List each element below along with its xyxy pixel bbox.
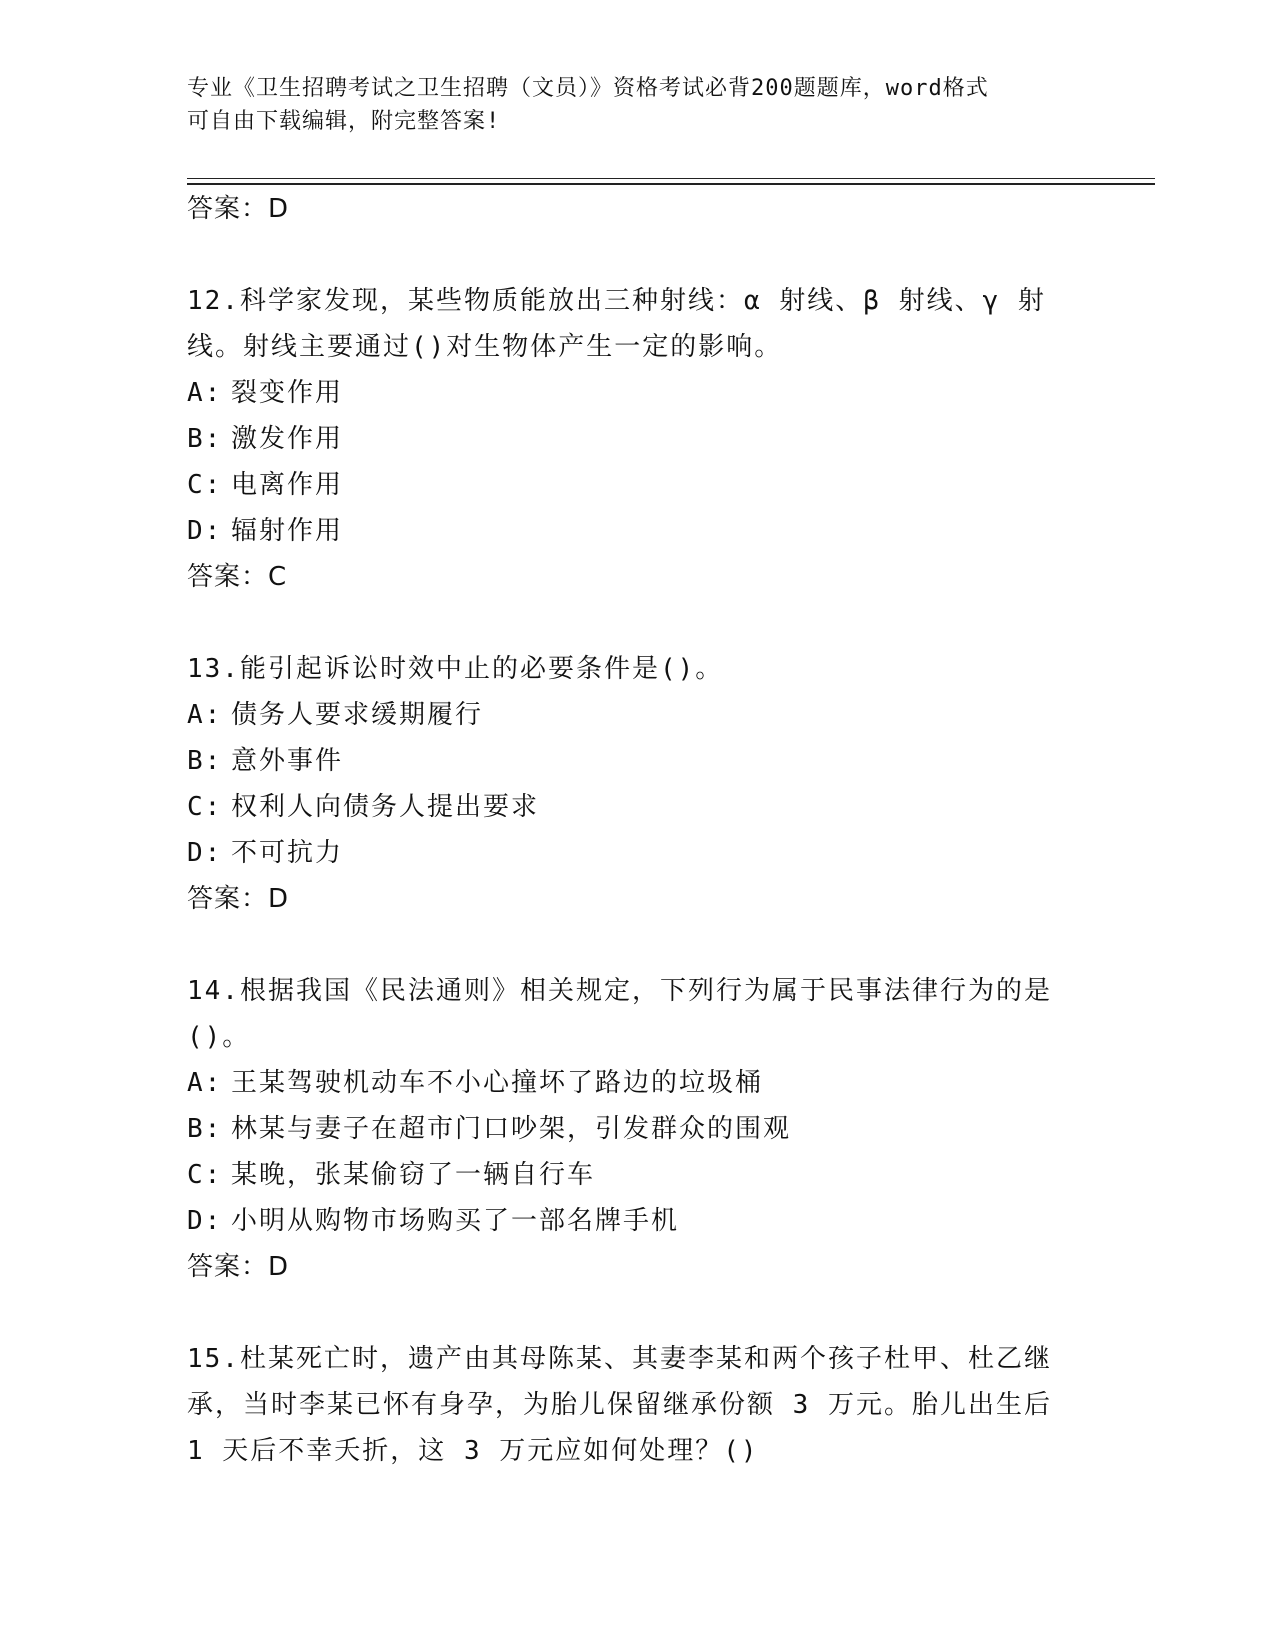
question-stem-line: 承，当时李某已怀有身孕，为胎儿保留继承份额 3 万元。胎儿出生后 bbox=[187, 1390, 1052, 1420]
answer-value: C bbox=[268, 562, 288, 592]
spacer bbox=[187, 600, 1087, 646]
option-key: C: bbox=[187, 470, 223, 500]
option-text: 意外事件 bbox=[231, 746, 344, 776]
option-text: 债务人要求缓期履行 bbox=[231, 700, 484, 730]
header-divider-thick bbox=[187, 183, 1155, 185]
option-text: 裂变作用 bbox=[231, 378, 344, 408]
option-text: 激发作用 bbox=[231, 424, 344, 454]
option-d bbox=[187, 1198, 1087, 1244]
header-line-1: 专业《卫生招聘考试之卫生招聘（文员）》资格考试必背200题题库，word格式 bbox=[187, 76, 989, 101]
question-stem-line: ()。 bbox=[187, 1022, 251, 1052]
option-text: 电离作用 bbox=[231, 470, 344, 500]
question-stem-line: 15.杜某死亡时，遗产由其母陈某、其妻李某和两个孩子杜甲、杜乙继 bbox=[187, 1344, 1052, 1374]
header-divider-thin bbox=[187, 178, 1155, 179]
option-a bbox=[187, 1060, 1087, 1106]
spacer bbox=[187, 232, 1087, 278]
option-key: A: bbox=[187, 378, 223, 408]
question-14 bbox=[187, 968, 1087, 1290]
option-text: 某晚，张某偷窃了一辆自行车 bbox=[231, 1160, 596, 1190]
option-key: C: bbox=[187, 1160, 223, 1190]
option-c bbox=[187, 462, 1087, 508]
spacer bbox=[187, 922, 1087, 968]
option-text: 不可抗力 bbox=[231, 838, 344, 868]
option-b bbox=[187, 416, 1087, 462]
spacer bbox=[187, 1290, 1087, 1336]
answer-value: D bbox=[268, 884, 290, 914]
option-key: D: bbox=[187, 1206, 223, 1236]
option-key: A: bbox=[187, 1068, 223, 1098]
answer-value: D bbox=[268, 1252, 290, 1282]
question-list bbox=[187, 186, 1087, 1474]
option-text: 辐射作用 bbox=[231, 516, 344, 546]
question-stem-line: 线。射线主要通过()对生物体产生一定的影响。 bbox=[187, 332, 783, 362]
option-text: 权利人向债务人提出要求 bbox=[231, 792, 540, 822]
answer-label: 答案： bbox=[187, 1252, 269, 1282]
option-c bbox=[187, 1152, 1087, 1198]
answer-label: 答案： bbox=[187, 884, 269, 914]
question-15 bbox=[187, 1336, 1087, 1474]
question-13 bbox=[187, 646, 1087, 922]
answer-label: 答案： bbox=[187, 194, 269, 224]
option-d bbox=[187, 508, 1087, 554]
option-text: 小明从购物市场购买了一部名牌手机 bbox=[231, 1206, 680, 1236]
option-text: 林某与妻子在超市门口吵架，引发群众的围观 bbox=[231, 1114, 792, 1144]
option-key: B: bbox=[187, 746, 223, 776]
question-stem-line: 1 天后不幸夭折，这 3 万元应如何处理？() bbox=[187, 1436, 759, 1466]
option-key: D: bbox=[187, 516, 223, 546]
document-header bbox=[187, 72, 1087, 138]
question-stem-line: 14.根据我国《民法通则》相关规定，下列行为属于民事法律行为的是 bbox=[187, 976, 1052, 1006]
answer-label: 答案： bbox=[187, 562, 269, 592]
answer-line bbox=[187, 1244, 1087, 1290]
option-key: B: bbox=[187, 1114, 223, 1144]
option-key: B: bbox=[187, 424, 223, 454]
option-key: A: bbox=[187, 700, 223, 730]
answer-line bbox=[187, 554, 1087, 600]
option-b bbox=[187, 1106, 1087, 1152]
question-stem-line: 13.能引起诉讼时效中止的必要条件是()。 bbox=[187, 654, 724, 684]
answer-line bbox=[187, 876, 1087, 922]
question-12 bbox=[187, 278, 1087, 600]
option-c bbox=[187, 784, 1087, 830]
option-d bbox=[187, 830, 1087, 876]
option-key: D: bbox=[187, 838, 223, 868]
option-key: C: bbox=[187, 792, 223, 822]
option-text: 王某驾驶机动车不小心撞坏了路边的垃圾桶 bbox=[231, 1068, 764, 1098]
question-stem-line: 12.科学家发现，某些物质能放出三种射线：α 射线、β 射线、γ 射 bbox=[187, 286, 1046, 316]
answer-line bbox=[187, 186, 1087, 232]
header-line-2: 可自由下载编辑，附完整答案! bbox=[187, 109, 501, 134]
option-a bbox=[187, 370, 1087, 416]
option-b bbox=[187, 738, 1087, 784]
option-a bbox=[187, 692, 1087, 738]
answer-value: D bbox=[268, 194, 290, 224]
